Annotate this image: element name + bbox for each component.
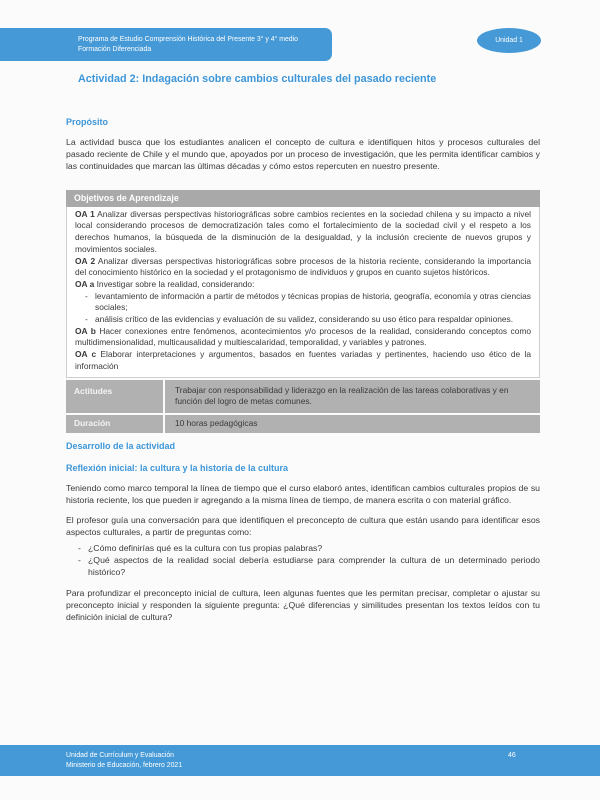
question-bullet-1 xyxy=(66,543,540,555)
question-2-text: ¿Qué aspectos de la realidad social debería estudiarse para comprender la cultura de un determinado periodo histórico? xyxy=(88,555,540,578)
oa-item-a-text: Investigar sobre la realidad, considerando: xyxy=(96,278,255,289)
oa-item-1-text: Analizar diversas perspectivas historiográficas sobre cambios recientes en la sociedad chilena y su impacto a nivel local considerando procesos de democratización tales como el fortalecimiento de la sociedad civil y el respeto a los derechos humanos, la búsqueda de la disminución de la desigualdad, y la inclusión creciente de nuevos grupos y movimientos sociales. xyxy=(75,208,531,254)
oa-item-c-text: Elaborar interpretaciones y argumentos, basados en fuentes variadas y pertinentes, haciendo uso ético de la información xyxy=(75,349,531,371)
question-1-text: ¿Cómo definirías qué es la cultura con tus propias palabras? xyxy=(88,543,323,554)
oa-a-bullet-2-text: análisis crítico de las evidencias y evaluación de su validez, considerando su uso ético para respaldar opiniones. xyxy=(95,314,514,325)
bullet-dash: - xyxy=(78,555,81,566)
footer-bar xyxy=(0,745,600,776)
proposito-body: La actividad busca que los estudiantes analicen el concepto de cultura e identifiquen hitos y procesos culturales del pasado reciente de Chile y el mundo que, apoyados por un proceso de investigación, que les permita identificar cambios y las continuidades que marcan las últimas décadas y cómo estos repercuten en nuestro presente. xyxy=(66,137,540,171)
oa-item-2 xyxy=(75,256,531,279)
program-title-line1: Programa de Estudio Comprensión Histórica del Presente 3° y 4° medio xyxy=(78,36,298,43)
reflexion-heading: Reflexión inicial: la cultura y la historia de la cultura xyxy=(66,462,289,473)
page-content xyxy=(66,71,540,624)
duracion-row xyxy=(66,415,540,433)
activity-title: Actividad 2: Indagación sobre cambios culturales del pasado reciente xyxy=(78,73,437,85)
objetivos-table xyxy=(66,190,540,433)
bullet-dash: - xyxy=(85,290,88,301)
oa-item-1-prefix: OA 1 xyxy=(75,208,95,219)
oa-item-c xyxy=(75,349,531,372)
actitudes-label: Actitudes xyxy=(66,380,163,413)
proposito-heading: Propósito xyxy=(66,117,108,127)
unit-badge-label: Unidad 1 xyxy=(495,37,523,44)
actitudes-value: Trabajar con responsabilidad y liderazgo en la realización de las tareas colaborativas y en función del logro de metas comunes. xyxy=(165,380,540,413)
page-number: 46 xyxy=(508,752,516,759)
unit-badge xyxy=(477,28,541,53)
question-bullet-2 xyxy=(66,555,540,579)
oa-item-b xyxy=(75,326,531,349)
duracion-value: 10 horas pedagógicas xyxy=(165,415,540,433)
footer-credit-line2: Ministerio de Educación, febrero 2021 xyxy=(66,762,183,769)
oa-item-2-text: Analizar diversas perspectivas historiográficas sobre procesos de la historia reciente, considerando la importancia del conocimiento histórico en la sociedad y el protagonismo de individuos y grupos en cuanto sujetos históricos. xyxy=(75,255,531,278)
footer-credit-line1: Unidad de Currículum y Evaluación xyxy=(66,752,175,759)
reflexion-paragraph-2: El profesor guía una conversación para que identifiquen el preconcepto de cultura que están usando para identificar esos aspectos culturales, a partir de preguntas como: xyxy=(66,515,540,538)
oa-item-a-prefix: OA a xyxy=(75,278,95,289)
oa-a-bullet-2 xyxy=(75,314,531,326)
reflexion-paragraph-3: Para profundizar el preconcepto inicial de cultura, leen algunas fuentes que les permitan precisar, completar o ajustar su preconcepto inicial y responden la siguiente pregunta: ¿Qué diferencias y similitudes presentan los textos leídos con tu definición inicial de cultura? xyxy=(66,588,540,622)
oa-item-2-prefix: OA 2 xyxy=(75,255,96,266)
bullet-dash: - xyxy=(78,543,81,554)
header-bar xyxy=(0,28,332,61)
oa-item-b-text: Hacer conexiones entre fenómenos, acontecimientos y/o procesos de la realidad, considerando conceptos como multidimensionalidad, multicausalidad y multiescalaridad, temporalidad, y variables y patrones. xyxy=(75,325,531,348)
duracion-label: Duración xyxy=(66,415,163,433)
bullet-dash: - xyxy=(85,314,88,325)
oa-a-bullet-1-text: levantamiento de información a partir de métodos y técnicas propias de historia, geografía, economía y otras ciencias sociales; xyxy=(95,290,531,313)
desarrollo-heading: Desarrollo de la actividad xyxy=(66,440,176,451)
oa-a-bullet-1 xyxy=(75,291,531,314)
objetivos-table-body xyxy=(66,207,540,378)
oa-item-a xyxy=(75,279,531,291)
oa-item-b-prefix: OA b xyxy=(75,325,96,336)
program-title-line2: Formación Diferenciada xyxy=(78,45,152,53)
actitudes-row xyxy=(66,380,540,413)
oa-item-c-prefix: OA c xyxy=(75,349,97,360)
objetivos-table-header: Objetivos de Aprendizaje xyxy=(66,190,540,207)
reflexion-paragraph-1: Teniendo como marco temporal la línea de tiempo que el curso elaboró antes, identifican cambios culturales propios de su historia reciente, los que pueden ir agregando a la misma línea de tiempo, de manera escrita o con material gráfico. xyxy=(66,482,540,505)
oa-item-1 xyxy=(75,209,531,256)
